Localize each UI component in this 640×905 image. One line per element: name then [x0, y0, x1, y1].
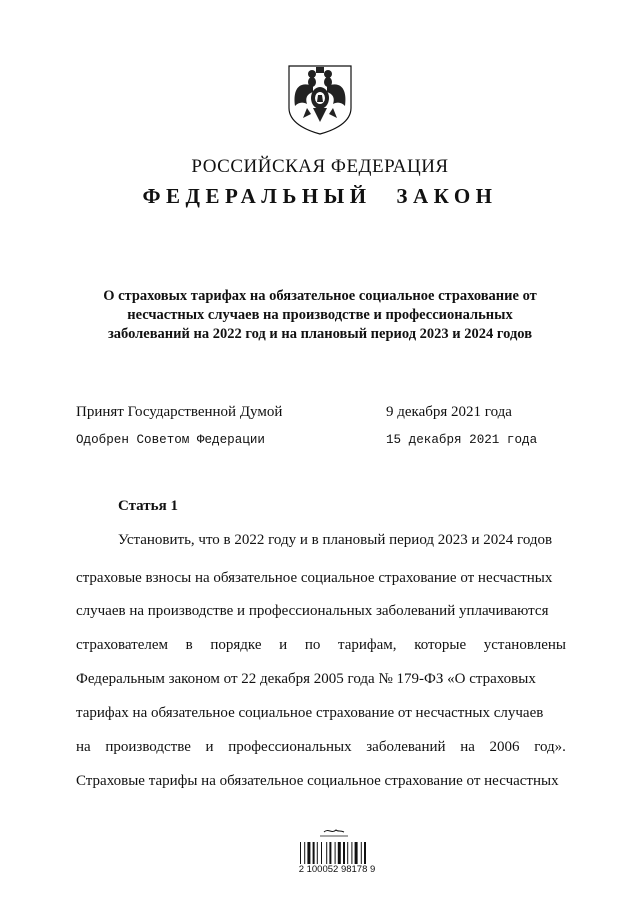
- article-line: Страховые тарифы на обязательное социальное страхование от несчастных: [76, 773, 559, 789]
- article-line: Установить, что в 2022 году и в плановый период 2023 и 2024 годов: [118, 532, 553, 548]
- barcode-icon: [294, 826, 374, 896]
- article-line: страхователем в порядке и по тарифам, которые установлены: [76, 637, 566, 653]
- duma-adoption-label: Принят Государственной Думой: [76, 404, 283, 420]
- article-heading: Статья 1: [118, 498, 178, 514]
- council-approval-date: 15 декабря 2021 года: [386, 433, 538, 447]
- law-title-line: несчастных случаев на производстве и профессиональных: [127, 307, 513, 323]
- country-name: РОССИЙСКАЯ ФЕДЕРАЦИЯ: [191, 156, 449, 177]
- article-line: случаев на производстве и профессиональных заболеваний уплачиваются: [76, 603, 549, 619]
- law-type-heading: ФЕДЕРАЛЬНЫЙ ЗАКОН: [142, 184, 498, 208]
- russian-coat-of-arms-icon: [283, 62, 357, 136]
- article-line: Федеральным законом от 22 декабря 2005 года № 179-ФЗ «О страховых: [76, 671, 536, 687]
- duma-adoption-date: 9 декабря 2021 года: [386, 404, 512, 420]
- law-title-line: заболеваний на 2022 год и на плановый период 2023 и 2024 годов: [107, 326, 533, 342]
- article-line: тарифах на обязательное социальное страхование от несчастных случаев: [76, 705, 544, 721]
- article-line: страховые взносы на обязательное социальное страхование от несчастных: [76, 570, 553, 586]
- article-line: на производстве и профессиональных заболеваний на 2006 год».: [76, 739, 566, 755]
- law-title: [80, 287, 560, 344]
- council-approval-label: Одобрен Советом Федерации: [76, 433, 265, 447]
- barcode-number: 2 100052 98178 9: [298, 864, 376, 875]
- law-title-line: О страховых тарифах на обязательное социальное страхование от: [103, 288, 537, 304]
